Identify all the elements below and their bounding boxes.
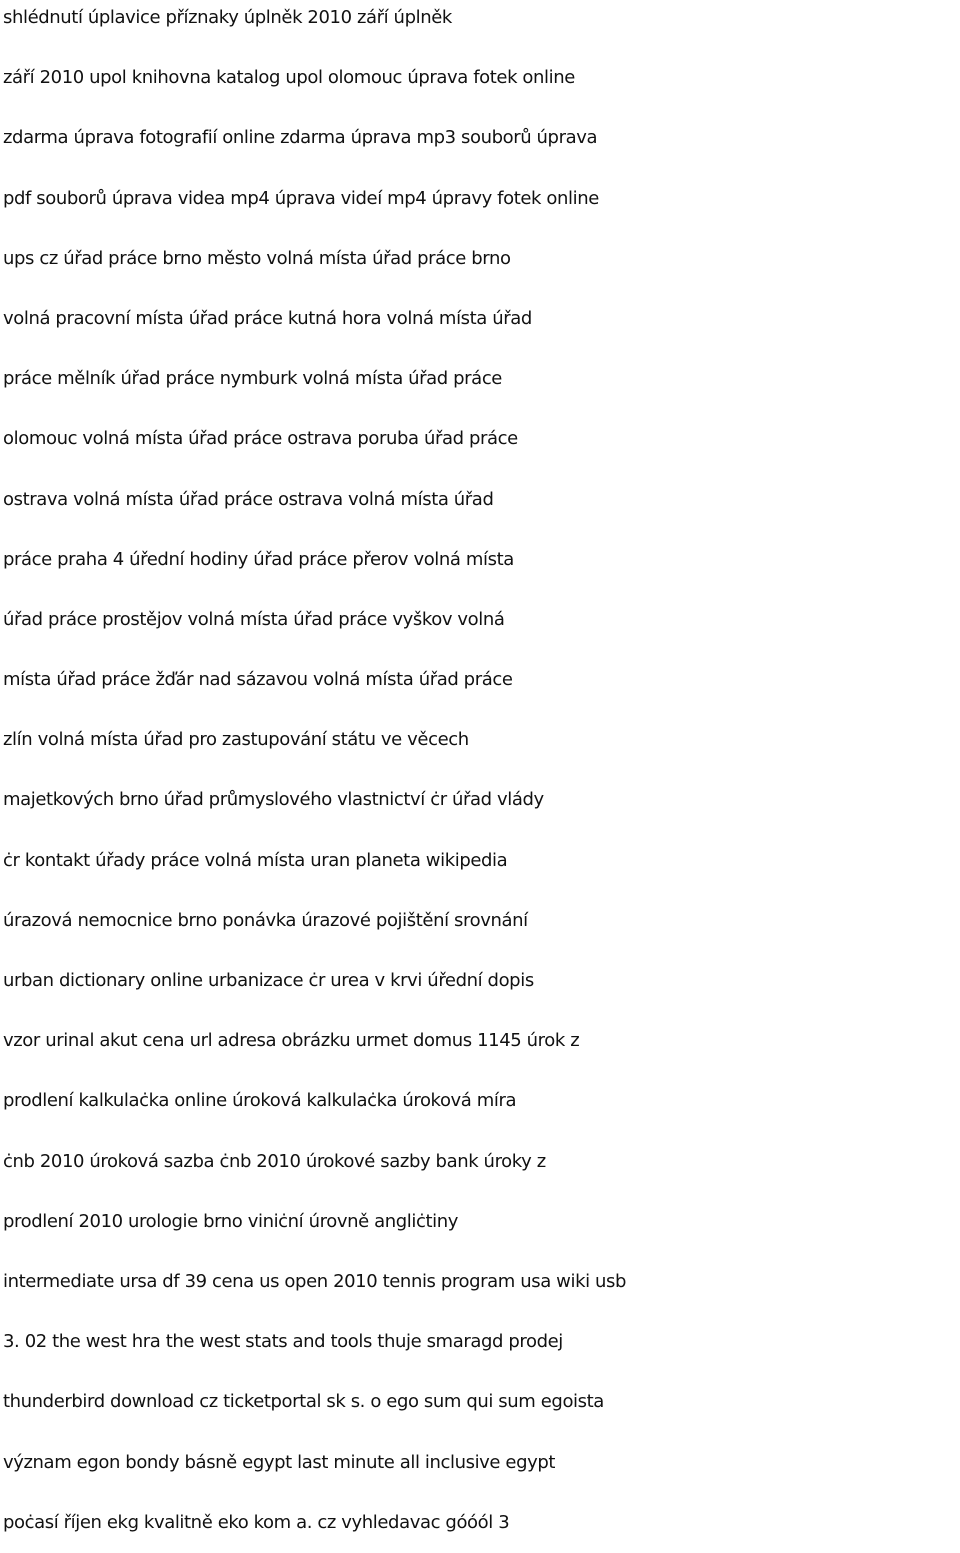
text-line: zdarma úprava fotografií online zdarma úprava mp3 souborů úprava bbox=[3, 127, 598, 149]
text-line: 3. 02 the west hra the west stats and tools thuje smaragd prodej bbox=[3, 1331, 563, 1353]
text-line: poċasí říjen ekg kvalitně eko kom a. cz vyhledavac góóól 3 bbox=[3, 1511, 510, 1533]
text-line: práce praha 4 úřední hodiny úřad práce přerov volná místa bbox=[3, 548, 514, 570]
text-line: pdf souborů úprava videa mp4 úprava videí mp4 úpravy fotek online bbox=[3, 187, 599, 209]
text-line: olomouc volná místa úřad práce ostrava poruba úřad práce bbox=[3, 428, 518, 450]
text-line: shlédnutí úplavice příznaky úplněk 2010 září úplněk bbox=[3, 7, 452, 28]
text-line: zlín volná místa úřad pro zastupování státu ve věcech bbox=[3, 729, 469, 751]
text-line: úřad práce prostějov volná místa úřad práce vyškov volná bbox=[3, 608, 505, 630]
text-line: prodlení 2010 urologie brno viniċní úrovně angliċtiny bbox=[3, 1210, 458, 1232]
text-line: úrazová nemocnice brno ponávka úrazové pojištění srovnání bbox=[3, 909, 528, 931]
text-line: urban dictionary online urbanizace ċr urea v krvi úřední dopis bbox=[3, 970, 534, 991]
text-line: práce mělník úřad práce nymburk volná místa úřad práce bbox=[3, 368, 502, 390]
text-line: ostrava volná místa úřad práce ostrava volná místa úřad bbox=[3, 488, 494, 510]
text-line: majetkových brno úřad průmyslového vlastnictví ċr úřad vlády bbox=[3, 789, 544, 811]
text-line: ċnb 2010 úroková sazba ċnb 2010 úrokové sazby bank úroky z bbox=[3, 1150, 546, 1172]
text-line: prodlení kalkulaċka online úroková kalkulaċka úroková míra bbox=[3, 1090, 517, 1112]
text-line: vzor urinal akut cena url adresa obrázku urmet domus 1145 úrok z bbox=[3, 1030, 580, 1052]
text-line: ups cz úřad práce brno město volná místa úřad práce brno bbox=[3, 247, 511, 269]
text-line: intermediate ursa df 39 cena us open 2010 tennis program usa wiki usb bbox=[3, 1270, 627, 1292]
text-line: volná pracovní místa úřad práce kutná hora volná místa úřad bbox=[3, 307, 532, 329]
text-line: místa úřad práce žďár nad sázavou volná místa úřad práce bbox=[3, 669, 513, 691]
text-line: thunderbird download cz ticketportal sk s. o ego sum qui sum egoista bbox=[3, 1391, 604, 1413]
text-line: význam egon bondy básně egypt last minute all inclusive egypt bbox=[3, 1451, 556, 1473]
text-line: ċr kontakt úřady práce volná místa uran planeta wikipedia bbox=[3, 849, 508, 871]
text-line: září 2010 upol knihovna katalog upol olomouc úprava fotek online bbox=[3, 67, 575, 89]
